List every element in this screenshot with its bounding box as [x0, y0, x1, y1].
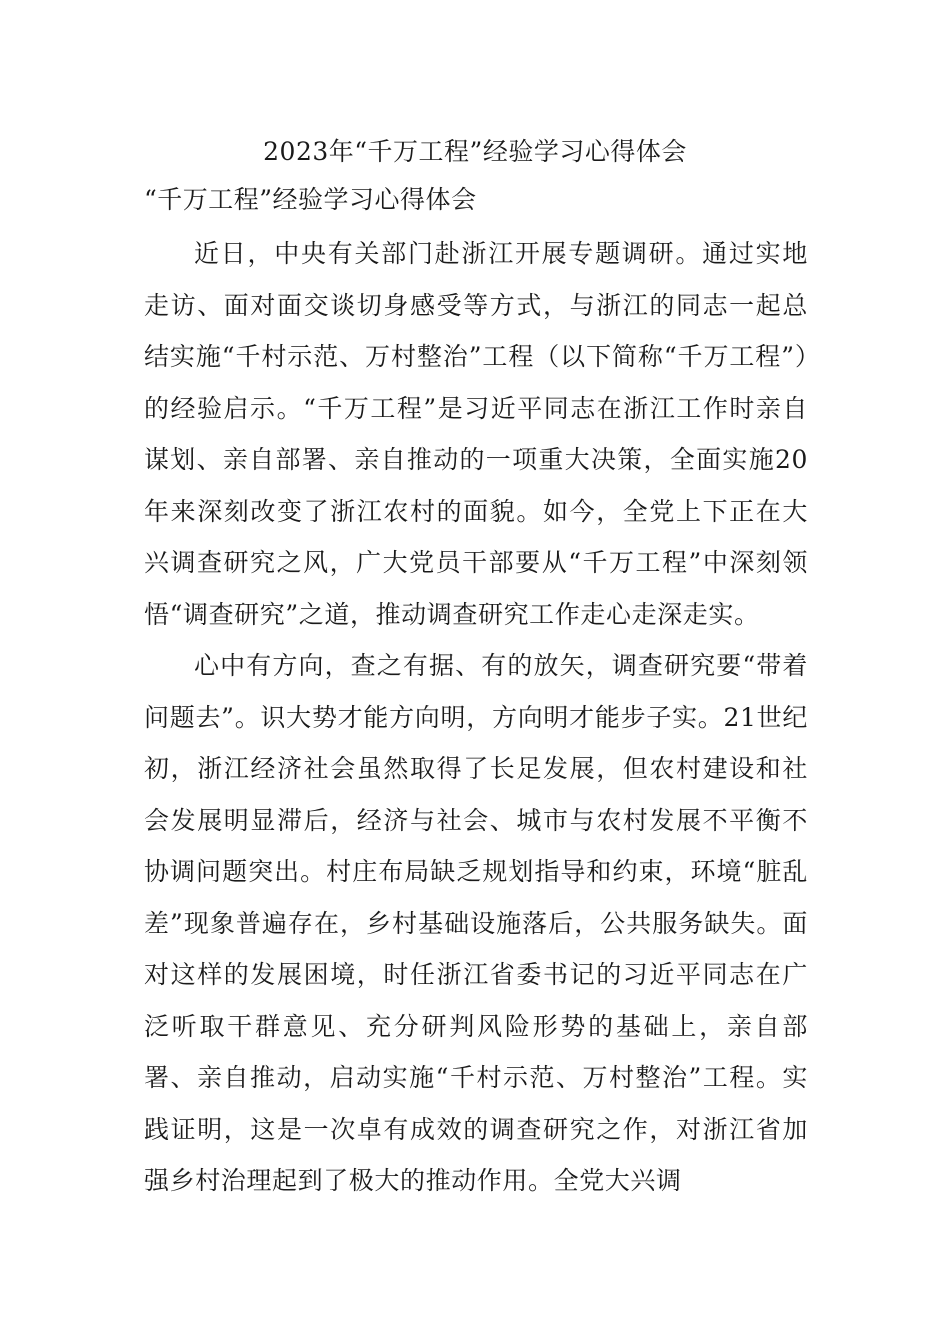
- document-body: [144, 228, 808, 1207]
- document-title: 2023年“千万工程”经验学习心得体会: [263, 137, 687, 166]
- paragraph: 近日，中央有关部门赴浙江开展专题调研。通过实地走访、面对面交谈切身感受等方式，与浙江的同志一起总结实施“千村示范、万村整治”工程（以下简称“千万工程”）的经验启示。“千万工程”是习近平同志在浙江工作时亲自谋划、亲自部署、亲自推动的一项重大决策，全面实施20年来深刻改变了浙江农村的面貌。如今，全党上下正在大兴调查研究之风，广大党员干部要从“千万工程”中深刻领悟“调查研究”之道，推动调查研究工作走心走深走实。: [144, 239, 808, 629]
- paragraph: 心中有方向，查之有据、有的放矢，调查研究要“带着问题去”。识大势才能方向明，方向明才能步子实。21世纪初，浙江经济社会虽然取得了长足发展，但农村建设和社会发展明显滞后，经济与社会、城市与农村发展不平衡不协调问题突出。村庄布局缺乏规划指导和约束，环境“脏乱差”现象普遍存在，乡村基础设施落后，公共服务缺失。面对这样的发展困境，时任浙江省委书记的习近平同志在广泛听取干群意见、充分研判风险形势的基础上，亲自部署、亲自推动，启动实施“千村示范、万村整治”工程。实践证明，这是一次卓有成效的调查研究之作，对浙江省加强乡村治理起到了极大的推动作用。全党大兴调: [144, 651, 808, 1195]
- document-subtitle: “千万工程”经验学习心得体会: [144, 185, 477, 214]
